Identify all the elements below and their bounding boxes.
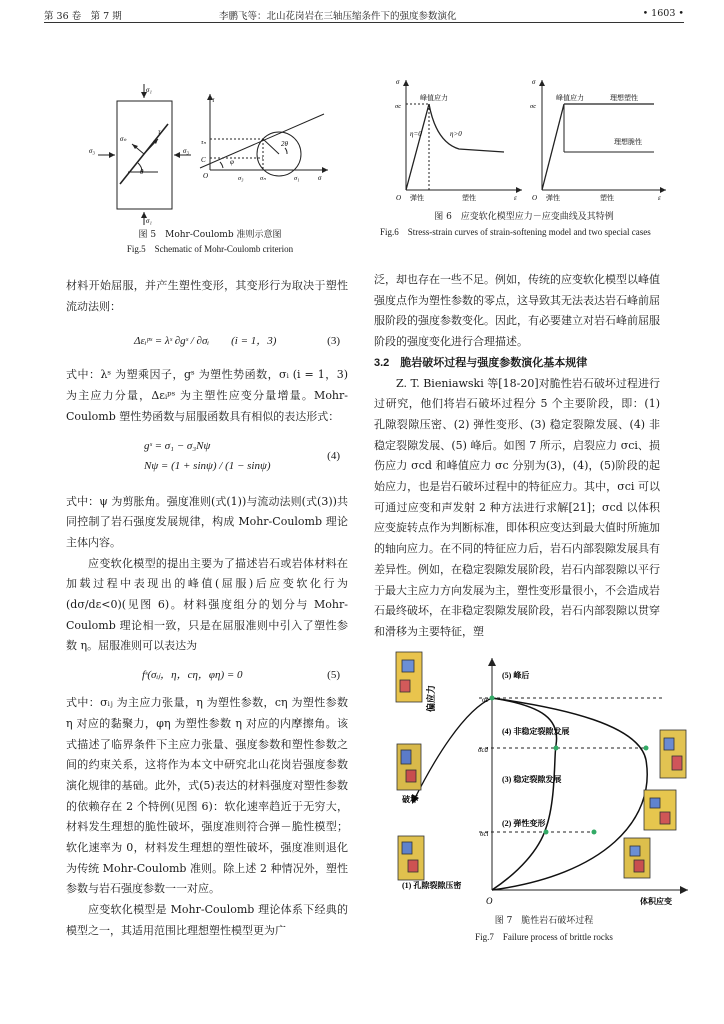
fig5-s1-axis: σ₁: [294, 175, 300, 182]
left-para-1: 材料开始屈服，并产生塑性变形，其变形行为取决于塑性流动法则：: [66, 279, 348, 313]
fig5-O: O: [203, 172, 209, 180]
fig6r-sc: σc: [530, 103, 537, 110]
fig6r-plastic: 塑性: [600, 194, 614, 202]
fig7-stage1: (1) 孔隙裂隙压密: [402, 881, 462, 890]
fig7-stage4: (4) 非稳定裂隙发展: [502, 727, 570, 736]
fig7-y-axis-label: 偏应力: [426, 684, 436, 712]
fig5-caption-cn: 图 5 Mohr-Coulomb 准则示意图: [138, 230, 282, 240]
fig5-sigma-n: σₙ: [120, 135, 127, 143]
section-heading-3-2: 3.2 脆岩破坏过程与强度参数演化基本规律: [374, 356, 588, 369]
fig6-caption-en: Fig.6 Stress-strain curves of strain-softening model and two special cases: [380, 227, 651, 237]
equation-3-body: Δεᵢᵖˢ = λˢ ∂gˢ / ∂σᵢ (i = 1，3): [134, 335, 277, 348]
fig6l-O: O: [396, 194, 402, 202]
fig7-stage2: (2) 弹性变形: [502, 819, 546, 828]
fig6r-ideal-plastic: 理想塑性: [610, 94, 638, 102]
fig6r-O: O: [532, 194, 538, 202]
equation-3-number: (3): [327, 335, 340, 348]
equation-4-number: (4): [327, 449, 340, 462]
fig6l-sigma: σ: [396, 78, 400, 86]
fig6r-peak: 峰值应力: [556, 94, 584, 102]
fig5-tau-n: τₙ: [201, 139, 206, 146]
left-column: [66, 276, 348, 942]
fig6l-eta0: η=0: [410, 130, 422, 138]
journal-volume: 第 36 卷 第 7 期: [44, 11, 122, 22]
fig5-caption-en: Fig.5 Schematic of Mohr-Coulomb criterion: [126, 244, 294, 254]
left-para-5: 式中：σᵢⱼ 为主应力张量，η 为塑性参数，cη 为塑性参数 η 对应的黏聚力，φη 为塑性参数 η 对应的内摩擦角。该式描述了临界条件下主应力张量、强度参数和塑性参数之间的约束关系，这将作为本文中研究北山花岗岩强度参数演化规律的基础。此外，式(5)表达的材料强度对塑性参数的依赖存在 2 个特例(见图 6)：软化速率趋近于无穷大，材料发生理想的脆性破坏，强度准则符合弹－脆性模型；软化速率为 0，材料发生理想的塑性破坏，强度准则退化为传统 Mohr-Coulomb 准则。除上述 2 种情况外，塑性参数与岩石强度参数一一对应。: [66, 696, 348, 896]
fig5-s3-axis: σ₃: [238, 175, 244, 182]
fig7-scd: σcd: [478, 746, 489, 754]
fig6r-eps: ε: [658, 194, 661, 202]
fig5-theta: θ: [140, 168, 144, 176]
equation-4: [66, 428, 348, 492]
fig5-sigma3-left: σ₃: [89, 147, 95, 155]
fig7-caption-cn: 图 7 脆性岩石破坏过程: [494, 916, 594, 926]
equation-5-body: fˢ(σᵢⱼ，η，cη，φη) = 0: [142, 669, 243, 682]
fig7-sc: σc: [482, 696, 489, 704]
fig6l-elastic: 弹性: [410, 194, 424, 202]
fig6l-plastic: 塑性: [462, 194, 476, 202]
equation-4-line-1: gˢ = σ₁ − σ₃Nψ: [144, 439, 211, 452]
fig7-origin: O: [486, 896, 493, 906]
fig5-sigma-axis: σ: [318, 174, 322, 182]
fig5-sigma1-bottom: σ₁: [146, 217, 152, 225]
article-title: 李鹏飞等：北山花岗岩在三轴压缩条件下的强度参数演化: [219, 11, 457, 22]
fig7-sci: σci: [480, 830, 489, 838]
right-para-2: Z. T. Bieniawski 等[18-20]对脆性岩石破坏过程进行过研究，他们将岩石破坏过程分 5 个主要阶段，即：(1) 孔隙裂隙压密、(2) 弹性变形、(3) 稳定裂隙发展、(4) 非稳定裂隙发展、(5) 峰后。如图 7 所示，启裂应力 σci、损伤应力 σcd 和峰值应力 σc 分别为(3)，(4)，(5)阶段的起始应力，也是岩石破坏过程中的特征应力。其中，σci 可以可通过应变和声发射 2 种方法进行求解[21]；σcd 以体积应变旋转点作为判断标准，即体积应变达到最大值时所施加的轴向应力。在不同的特征应力后，岩石内部裂隙发展具有差异性。例如，在稳定裂隙发展阶段，岩石内部裂隙以平行于最大主应力方向发展为主，塑性变形量很小，不会造成岩石最终破坏，在非稳定裂隙发展阶段，岩石内部裂隙以贯穿和滑移为主要特征，塑: [374, 376, 660, 638]
left-para-4: 应变软化模型的提出主要为了描述岩石或岩体材料在加载过程中表现出的峰值(屈服)后应变软化行为(dσ/dε<0)(见图 6)。材料强度组分的划分与 Mohr-Coulomb 理论相一致，只是在屈服准则中引入了塑性参数 η。屈服准则可以表达为: [66, 556, 348, 653]
fig6l-eta-gt0: η>0: [450, 130, 462, 138]
fig5-diagram: [88, 84, 338, 226]
fig7-diagram: [394, 650, 694, 912]
fig7-failure: 破坏: [402, 795, 418, 804]
fig6l-peak: 峰值应力: [420, 94, 448, 102]
fig7-x-axis-label: 体积应变: [640, 897, 672, 906]
fig6-diagram: [374, 74, 674, 206]
left-para-2: 式中：λˢ 为塑乘因子，gˢ 为塑性势函数，σᵢ (i = 1，3) 为主应力分量，Δεᵢᵖˢ 为主塑性应变分量增量。Mohr-Coulomb 塑性势函数与屈服函数具有相似的表达形式：: [66, 368, 348, 423]
equation-5: [66, 657, 348, 693]
fig5-2theta: 2θ: [281, 140, 288, 148]
fig6l-eps: ε: [514, 194, 517, 202]
fig5-tau-axis: τ: [212, 96, 215, 104]
equation-4-line-2: Nψ = (1 + sinψ) / (1 − sinψ): [144, 459, 271, 472]
fig6r-elastic: 弹性: [546, 194, 560, 202]
fig5-C: C: [201, 156, 206, 164]
fig7-caption-en: Fig.7 Failure process of brittle rocks: [475, 932, 613, 942]
equation-3: [66, 317, 348, 365]
page-number: • 1603 •: [642, 8, 684, 19]
fig6r-ideal-brittle: 理想脆性: [614, 138, 642, 146]
fig6l-sc: σc: [395, 103, 402, 110]
right-para-1: 泛，却也存在一些不足。例如，传统的应变软化模型以峰值强度点作为塑性参数的零点，这导致其无法表达岩石峰前屈服阶段的强度参数变化。因此，有必要建立对岩石峰前屈服阶段的强度变化进行合理描述。: [374, 273, 660, 349]
left-para-3: 式中：ψ 为剪胀角。强度准则(式(1))与流动法则(式(3))共同控制了岩石强度发展规律，构成 Mohr-Coulomb 理论主体内容。: [66, 494, 348, 549]
fig6-caption-cn: 图 6 应变软化模型应力－应变曲线及其特例: [434, 212, 614, 222]
fig7-stage5: (5) 峰后: [502, 671, 530, 680]
fig5-sigma3-right: σ₃: [183, 147, 189, 155]
fig5-phi: φ: [230, 158, 234, 166]
fig7-stage3: (3) 稳定裂隙发展: [502, 775, 562, 784]
fig5-sigma1-top: σ₁: [146, 86, 152, 94]
fig5-tau: τ: [158, 128, 161, 136]
fig6r-sigma: σ: [532, 78, 536, 86]
left-para-6: 应变软化模型是 Mohr-Coulomb 理论体系下经典的模型之一，其适用范围比理想塑性模型更为广: [66, 903, 348, 937]
running-header: [44, 8, 684, 23]
equation-5-number: (5): [327, 669, 340, 682]
right-column: [374, 270, 660, 643]
fig5-sn-axis: σₙ: [260, 175, 266, 182]
